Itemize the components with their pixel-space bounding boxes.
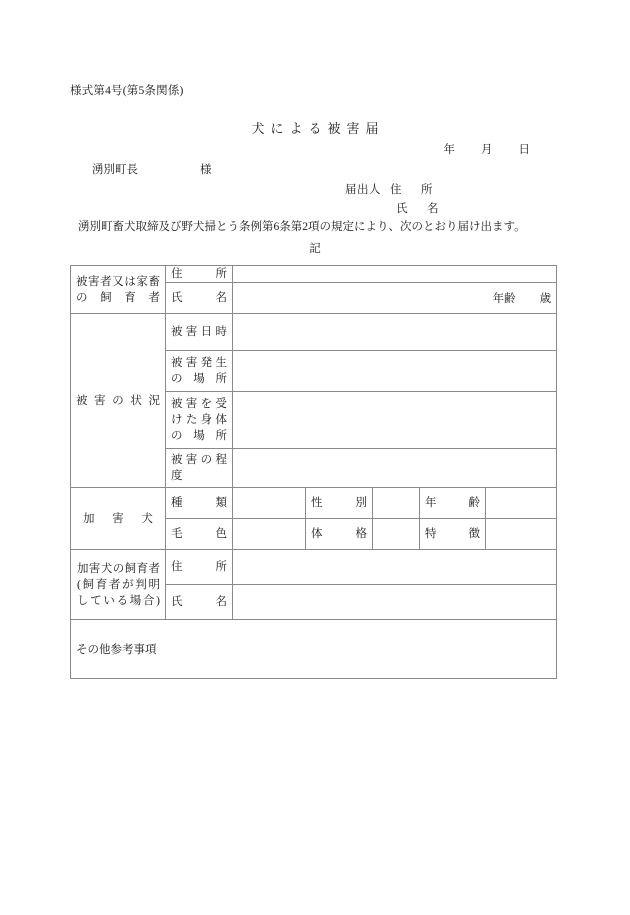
dog-section-label: 加害犬 (71, 488, 166, 550)
dog-coat-color-value[interactable] (233, 519, 306, 550)
filer-name-label: 氏 名 (396, 203, 443, 215)
table-row (71, 314, 557, 351)
table-row (71, 620, 557, 679)
dog-build-label: 体 格 (306, 519, 373, 550)
victim-address-label: 住 所 (166, 266, 233, 283)
victim-name-label: 氏 名 (166, 283, 233, 314)
damage-body-part-label: 被害を受けた身体の場所 (166, 392, 233, 449)
owner-name-value[interactable] (233, 585, 557, 620)
date-year-label: 年 (443, 144, 455, 156)
table-row (71, 488, 557, 519)
date-month-label: 月 (481, 144, 493, 156)
damage-severity-label: 被害の程度 (166, 449, 233, 488)
damage-datetime-label: 被害日時 (166, 314, 233, 351)
statement-text: 湧別町畜犬取締及び野犬掃とう条例第6条第2項の規定により、次のとおり届け出ます。 (78, 221, 526, 233)
dog-features-label: 特 徴 (420, 519, 486, 550)
owner-address-value[interactable] (233, 550, 557, 585)
filer-address-row (345, 181, 443, 200)
damage-place-value[interactable] (233, 351, 557, 392)
dog-age-value[interactable] (486, 488, 557, 519)
dog-breed-value[interactable] (233, 488, 306, 519)
victim-name-value[interactable] (233, 283, 557, 314)
dog-sex-label: 性 別 (306, 488, 373, 519)
filer-name-row (345, 200, 443, 219)
addressee-name: 湧別町長 (92, 164, 138, 176)
date-day-label: 日 (518, 144, 530, 156)
addressee-honorific: 様 (200, 164, 212, 176)
dog-features-value[interactable] (486, 519, 557, 550)
victim-age-label: 年齢 (492, 293, 516, 305)
filer-block (345, 181, 443, 219)
dog-build-value[interactable] (373, 519, 420, 550)
dog-breed-label: 種 類 (166, 488, 233, 519)
other-notes-cell[interactable] (71, 620, 557, 679)
damage-severity-value[interactable] (233, 449, 557, 488)
other-notes-label: その他参考事項 (76, 644, 157, 656)
victim-section-label: 被害者又は家畜の飼育者 (71, 266, 166, 314)
victim-address-value[interactable] (233, 266, 557, 283)
damage-place-label: 被害発生の場所 (166, 351, 233, 392)
victim-age-unit: 歳 (539, 293, 552, 305)
addressee-line (92, 161, 212, 177)
dog-age-label: 年 齢 (420, 488, 486, 519)
owner-address-label: 住 所 (166, 550, 233, 585)
date-line (0, 141, 556, 157)
filer-address-label: 住 所 (390, 184, 437, 196)
document-title: 犬による被害届 (251, 121, 385, 136)
table-row (71, 266, 557, 283)
damage-section-label: 被害の状況 (71, 314, 166, 488)
dog-sex-value[interactable] (373, 488, 420, 519)
damage-datetime-value[interactable] (233, 314, 557, 351)
ki-mark: 記 (309, 243, 321, 255)
filer-label: 届出人 (345, 184, 381, 196)
dog-coat-color-label: 毛 色 (166, 519, 233, 550)
owner-section-label: 加害犬の飼育者(飼育者が判明している場合) (71, 550, 166, 620)
owner-name-label: 氏 名 (166, 585, 233, 620)
table-row (71, 550, 557, 585)
form-number: 様式第4号(第5条関係) (70, 85, 184, 97)
damage-report-table (70, 265, 557, 679)
damage-body-part-value[interactable] (233, 392, 557, 449)
